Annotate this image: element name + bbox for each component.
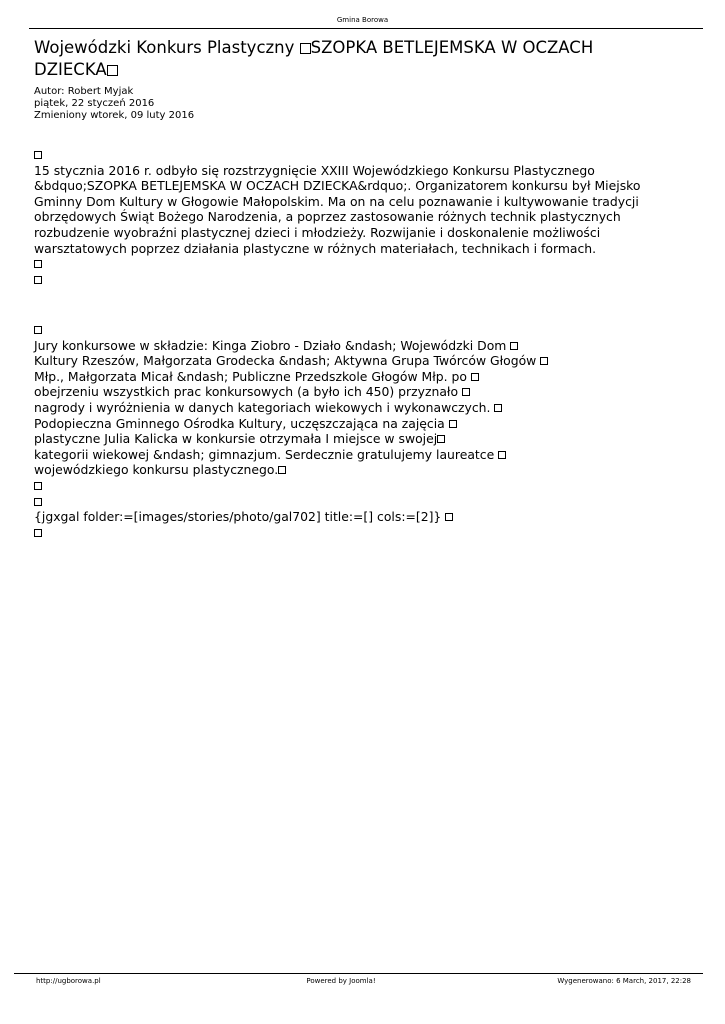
missing-glyph-icon — [34, 498, 42, 506]
article-intro — [34, 147, 694, 287]
text-line: plastyczne Julia Kalicka w konkursie otrzymała I miejsce w swojej — [34, 431, 438, 447]
article-jury — [34, 322, 694, 540]
text-line: wojewódzkiego konkursu plastycznego. — [34, 462, 279, 478]
missing-glyph-icon — [34, 482, 42, 490]
title-text-2: SZOPKA BETLEJEMSKA W OCZACH — [310, 38, 594, 57]
text-line: &bdquo;SZOPKA BETLEJEMSKA W OCZACH DZIECKA&rdquo;. Organizatorem konkursu był Miejsko — [34, 178, 641, 194]
text-line: obejrzeniu wszystkich prac konkursowych (a było ich 450) przyznało — [34, 384, 462, 400]
missing-glyph-icon — [34, 326, 42, 334]
footer-url: http://ugborowa.pl — [36, 977, 101, 985]
missing-glyph-icon — [540, 357, 548, 365]
text-line: kategorii wiekowej &ndash; gimnazjum. Serdecznie gratulujemy laureatce — [34, 446, 499, 462]
article-modified-date: Zmieniony wtorek, 09 luty 2016 — [34, 110, 195, 121]
text-line: rozbudzenie wyobraźni plastycznej dzieci i młodzieży. Rozwijanie i doskonalenie możliwości — [34, 224, 601, 240]
article-title — [34, 37, 684, 81]
article-author: Autor: Robert Myjak — [34, 86, 134, 97]
text-line: 15 stycznia 2016 r. odbyło się rozstrzygnięcie XXIII Wojewódzkiego Konkursu Plastycznego — [34, 162, 595, 178]
footer-divider — [14, 973, 703, 974]
site-header: Gmina Borowa — [336, 16, 389, 24]
missing-glyph-icon — [494, 404, 502, 412]
text-line: Młp., Małgorzata Micał &ndash; Publiczne Przedszkole Głogów Młp. po — [34, 368, 471, 384]
text-line: nagrody i wyróżnienia w danych kategoriach wiekowych i wykonawczych. — [34, 399, 495, 415]
text-line: obrzędowych Świąt Bożego Narodzenia, a poprzez zastosowanie różnych technik plastycznych — [34, 209, 621, 225]
article-date: piątek, 22 styczeń 2016 — [34, 98, 155, 109]
missing-glyph-icon — [34, 529, 42, 537]
text-line: Jury konkursowe w składzie: Kinga Ziobro - Działo &ndash; Wojewódzki Dom — [34, 337, 511, 353]
missing-glyph-icon — [462, 388, 470, 396]
missing-glyph-icon — [34, 151, 42, 159]
missing-glyph-icon — [437, 435, 445, 443]
text-line: Kultury Rzeszów, Małgorzata Grodecka &ndash; Aktywna Grupa Twórców Głogów — [34, 353, 541, 369]
missing-glyph-icon — [278, 466, 286, 474]
text-line: warsztatowych poprzez działania plastyczne w różnych materiałach, technikach i formach. — [34, 240, 597, 256]
header-divider — [29, 28, 703, 29]
title-text-1: Wojewódzki Konkurs Plastyczny — [34, 38, 300, 57]
missing-glyph-icon — [300, 43, 311, 54]
gallery-shortcode: {jgxgal folder:=[images/stories/photo/gal702] title:=[] cols:=[2]} — [34, 509, 446, 525]
title-text-3: DZIECKA — [34, 60, 107, 79]
missing-glyph-icon — [510, 342, 518, 350]
article-meta — [34, 86, 674, 122]
footer-generated-date: Wygenerowano: 6 March, 2017, 22:28 — [557, 977, 691, 985]
missing-glyph-icon — [107, 65, 118, 76]
text-line: Podopieczna Gminnego Ośrodka Kultury, uczęszczająca na zajęcia — [34, 415, 449, 431]
missing-glyph-icon — [34, 276, 42, 284]
missing-glyph-icon — [449, 420, 457, 428]
text-line: Gminny Dom Kultury w Głogowie Małopolskim. Ma on na celu poznawanie i kultywowanie tradycji — [34, 193, 639, 209]
missing-glyph-icon — [34, 260, 42, 268]
missing-glyph-icon — [445, 513, 453, 521]
footer-powered-by: Powered by Joomla! — [306, 977, 376, 985]
missing-glyph-icon — [498, 451, 506, 459]
missing-glyph-icon — [471, 373, 479, 381]
